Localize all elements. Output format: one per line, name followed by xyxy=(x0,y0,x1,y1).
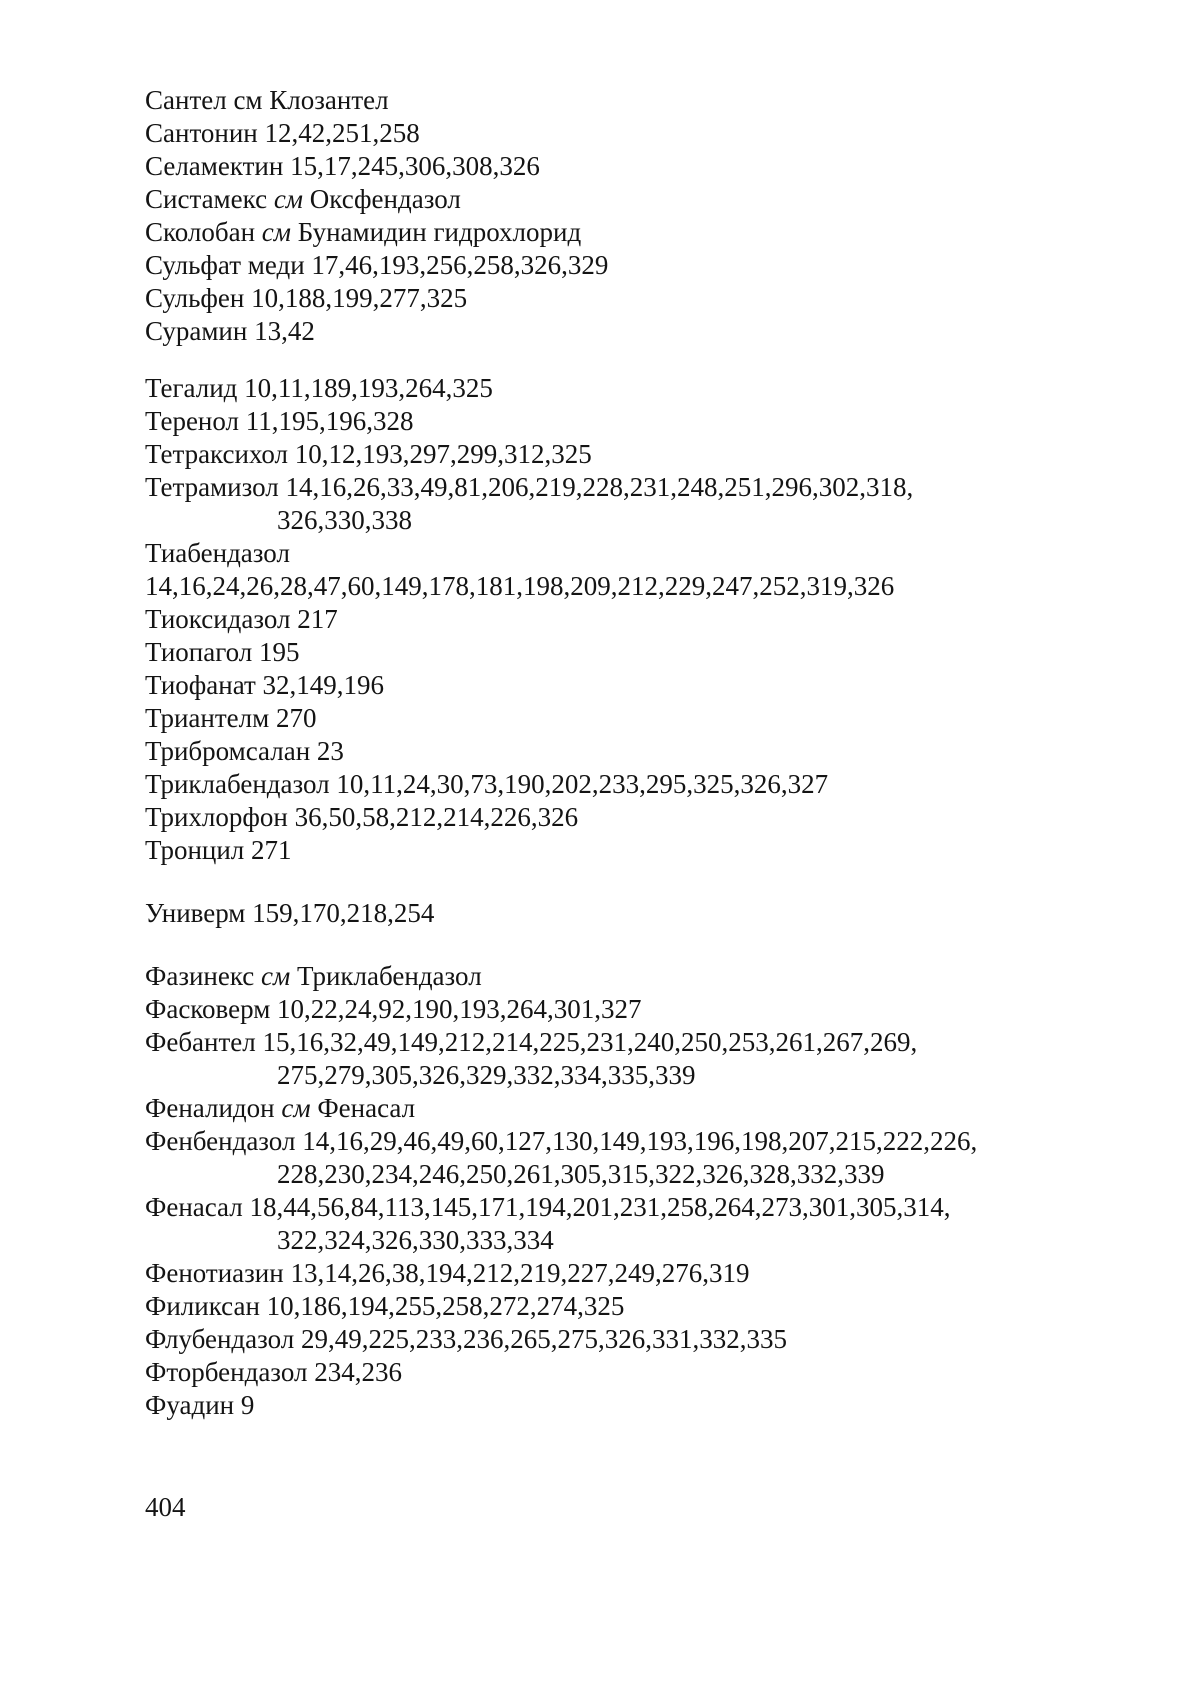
index-entry xyxy=(145,636,1145,669)
entry-term: Триклабендазол xyxy=(145,769,330,799)
entry-pages: 9 xyxy=(240,1390,255,1420)
index-entry xyxy=(145,993,1145,1026)
entry-term: Сульфат меди xyxy=(145,250,305,280)
entry-pages: 15,17,245,306,308,326 xyxy=(290,151,540,181)
entry-term: Теренол xyxy=(145,406,239,436)
index-entry xyxy=(145,1125,1145,1158)
entry-term: Фторбендазол xyxy=(145,1357,308,1387)
entry-pages-continuation: 228,230,234,246,250,261,305,315,322,326,328,332,339 xyxy=(277,1159,885,1189)
entry-pages: 217 xyxy=(297,604,338,634)
entry-pages-continuation: 326,330,338 xyxy=(277,505,412,535)
index-entry xyxy=(145,150,1145,183)
entry-term: Трибромсалан xyxy=(145,736,311,766)
index-entry xyxy=(145,537,1145,570)
entry-term: Тиофанат xyxy=(145,670,256,700)
entry-pages: 11,195,196,328 xyxy=(245,406,414,436)
entry-pages: 234,236 xyxy=(314,1357,402,1387)
entry-term: Феналидон xyxy=(145,1093,275,1123)
index-entry xyxy=(145,669,1145,702)
index-entry xyxy=(145,84,1145,117)
index-entry xyxy=(145,702,1145,735)
entry-pages: 36,50,58,212,214,226,326 xyxy=(294,802,579,832)
entry-target: Клозантел xyxy=(269,85,389,115)
index-entry xyxy=(145,801,1145,834)
entry-term: Тронцил xyxy=(145,835,245,865)
index-page xyxy=(145,84,1145,1422)
entry-term: Филиксан xyxy=(145,1291,260,1321)
index-entry xyxy=(145,1323,1145,1356)
entry-pages-line: 14,16,24,26,28,47,60,149,178,181,198,209,212,229,247,252,319,326 xyxy=(145,571,895,601)
index-entry xyxy=(145,117,1145,150)
see-reference-word: см xyxy=(261,961,291,991)
index-entry xyxy=(145,960,1145,993)
entry-term: Сантонин xyxy=(145,118,258,148)
entry-term: Триантелм xyxy=(145,703,270,733)
entry-pages: 32,149,196 xyxy=(262,670,385,700)
index-entry xyxy=(145,1257,1145,1290)
index-entry xyxy=(145,603,1145,636)
entry-pages: 17,46,193,256,258,326,329 xyxy=(311,250,609,280)
entry-term: Фенотиазин xyxy=(145,1258,284,1288)
index-entry xyxy=(145,438,1145,471)
entry-pages: 10,186,194,255,258,272,274,325 xyxy=(266,1291,625,1321)
entry-term: Сурамин xyxy=(145,316,248,346)
index-entry xyxy=(145,183,1145,216)
entry-term: Фуадин xyxy=(145,1390,235,1420)
index-entry xyxy=(145,471,1145,504)
index-entry xyxy=(145,768,1145,801)
index-entry xyxy=(145,372,1145,405)
entry-term: Флубендазол xyxy=(145,1324,295,1354)
entry-term: Тетраксихол xyxy=(145,439,289,469)
entry-pages: 14,16,29,46,49,60,127,130,149,193,196,198,207,215,222,226, xyxy=(302,1126,978,1156)
entry-term: Сколобан xyxy=(145,217,256,247)
page-number: 404 xyxy=(145,1492,186,1522)
entry-term: Сульфен xyxy=(145,283,245,313)
index-entry xyxy=(145,1290,1145,1323)
index-entry xyxy=(145,315,1145,348)
entry-term: Систамекс xyxy=(145,184,268,214)
section-gap xyxy=(145,930,1145,960)
index-entry xyxy=(145,834,1145,867)
entry-pages: 14,16,26,33,49,81,206,219,228,231,248,251,296,302,318, xyxy=(285,472,914,502)
index-entry xyxy=(145,1026,1145,1059)
entry-term: Селамектин xyxy=(145,151,284,181)
entry-term: Тиопагол xyxy=(145,637,253,667)
entry-target: Фенасал xyxy=(317,1093,416,1123)
entry-term: Фебантел xyxy=(145,1027,256,1057)
entry-pages: 15,16,32,49,149,212,214,225,231,240,250,253,261,267,269, xyxy=(262,1027,918,1057)
index-entry xyxy=(145,249,1145,282)
entry-target: Оксфендазол xyxy=(309,184,461,214)
entry-pages: 195 xyxy=(258,637,300,667)
entry-pages: 10,11,24,30,73,190,202,233,295,325,326,327 xyxy=(336,769,829,799)
entry-pages: 159,170,218,254 xyxy=(252,898,435,928)
entry-pages: 18,44,56,84,113,145,171,194,201,231,258,264,273,301,305,314, xyxy=(249,1192,951,1222)
entry-term: Фазинекс xyxy=(145,961,255,991)
entry-term: Фасковерм xyxy=(145,994,271,1024)
entry-pages: 10,188,199,277,325 xyxy=(251,283,468,313)
entry-target: Бунамидин гидрохлорид xyxy=(297,217,582,247)
entry-term: Фенбендазол xyxy=(145,1126,296,1156)
section-gap xyxy=(145,867,1145,897)
entry-pages: 29,49,225,233,236,265,275,326,331,332,335 xyxy=(301,1324,788,1354)
entry-term: Тетрамизол xyxy=(145,472,279,502)
entry-pages: 271 xyxy=(251,835,292,865)
index-entry xyxy=(145,1389,1145,1422)
entry-term: Фенасал xyxy=(145,1192,243,1222)
see-reference-word: см xyxy=(233,85,263,115)
entry-pages: 13,14,26,38,194,212,219,227,249,276,319 xyxy=(290,1258,750,1288)
entry-pages: 270 xyxy=(275,703,317,733)
entry-pages: 12,42,251,258 xyxy=(264,118,420,148)
entry-pages: 23 xyxy=(316,736,344,766)
entry-term: Сантел xyxy=(145,85,227,115)
see-reference-word: см xyxy=(281,1093,311,1123)
index-entry xyxy=(145,1092,1145,1125)
index-entry xyxy=(145,216,1145,249)
entry-target: Триклабендазол xyxy=(297,961,482,991)
entry-pages: 10,22,24,92,190,193,264,301,327 xyxy=(277,994,642,1024)
entry-term: Тиабендазол xyxy=(145,538,290,568)
index-entry xyxy=(145,1356,1145,1389)
section-gap xyxy=(145,348,1145,372)
entry-term: Тиоксидазол xyxy=(145,604,291,634)
entry-pages-continuation: 322,324,326,330,333,334 xyxy=(277,1225,554,1255)
entry-pages: 10,12,193,297,299,312,325 xyxy=(294,439,592,469)
index-entry xyxy=(145,897,1145,930)
index-entry xyxy=(145,1191,1145,1224)
entry-pages: 10,11,189,193,264,325 xyxy=(244,373,493,403)
entry-term: Универм xyxy=(145,898,246,928)
index-entry xyxy=(145,405,1145,438)
entry-pages: 13,42 xyxy=(254,316,315,346)
entry-pages-continuation: 275,279,305,326,329,332,334,335,339 xyxy=(277,1060,696,1090)
entry-term: Тегалид xyxy=(145,373,238,403)
see-reference-word: см xyxy=(273,184,304,214)
index-entry xyxy=(145,735,1145,768)
see-reference-word: см xyxy=(261,217,292,247)
entry-term: Трихлорфон xyxy=(145,802,288,832)
index-entry xyxy=(145,282,1145,315)
